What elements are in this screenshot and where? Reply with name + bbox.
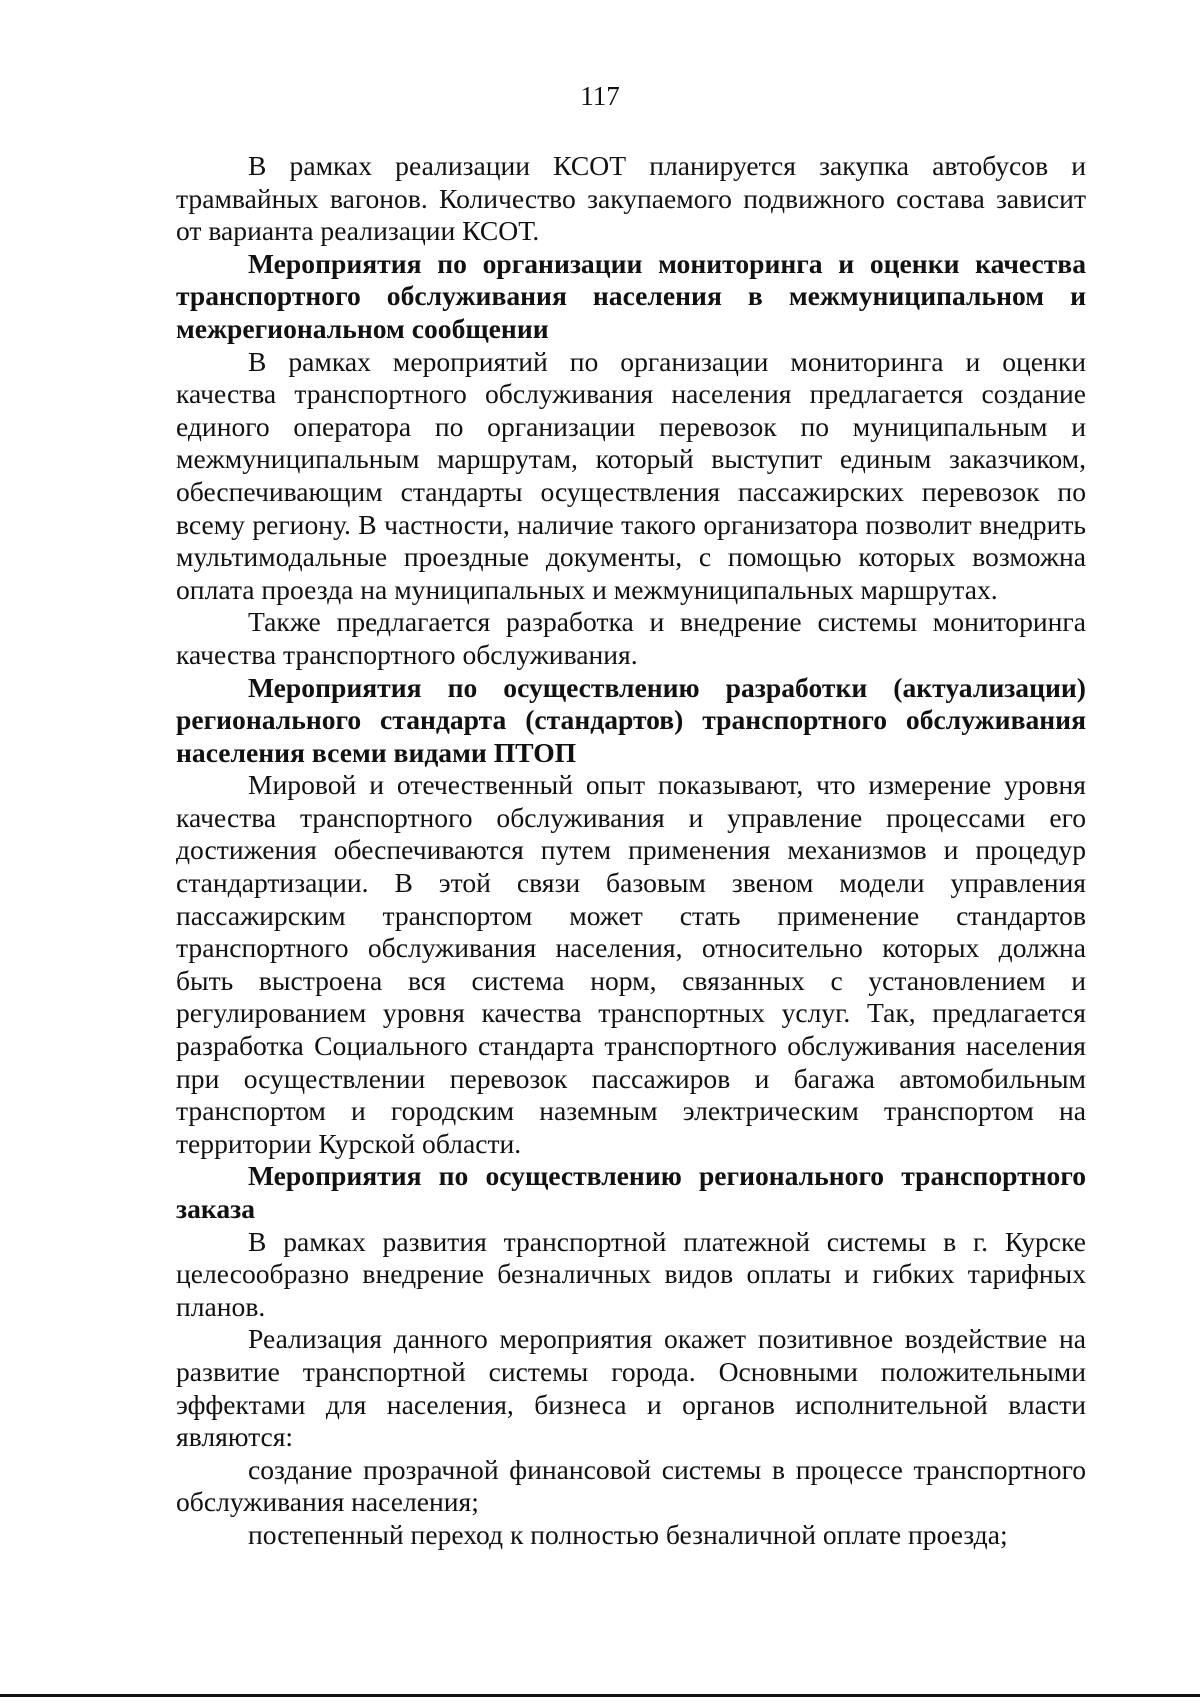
document-body xyxy=(176,150,1086,1552)
heading-regional-standard: Мероприятия по осуществлению разработки (актуализации) регионального стандарта (стандартов) транспортного обслуживания населения всеми видами ПТОП xyxy=(176,671,1086,768)
heading-regional-transport-order: Мероприятия по осуществлению регионального транспортного заказа xyxy=(176,1160,1086,1224)
scan-border-line xyxy=(0,1694,1200,1697)
paragraph-cashless-payment: В рамках развития транспортной платежной системы в г. Курске целесообразно внедрение безналичных видов оплаты и гибких тарифных планов. xyxy=(176,1225,1086,1322)
list-item-cashless-transition: постепенный переход к полностью безналичной оплате проезда; xyxy=(248,1518,1008,1550)
paragraph-monitoring-system: Также предлагается разработка и внедрение системы мониторинга качества транспортного обслуживания. xyxy=(176,606,1086,670)
paragraph-standardization: Мировой и отечественный опыт показывают, что измерение уровня качества транспортного обслуживания и управление процессами его достижения обеспечиваются путем применения механизмов и процедур стандартизации. В этой связи базовым звеном модели управления пассажирским транспортом может стать применение стандартов транспортного обслуживания населения, относительно которых должна быть выстроена вся система норм, связанных с установлением и регулированием уровня качества транспортных услуг. Так, предлагается разработка Социального стандарта транспортного обслуживания населения при осуществлении перевозок пассажиров и багажа автомобильным транспортом и городским наземным электрическим транспортом на территории Курской области. xyxy=(176,769,1086,1159)
list-item-transparent-finance: создание прозрачной финансовой системы в процессе транспортного обслуживания населения; xyxy=(176,1453,1086,1518)
paragraph-positive-effects: Реализация данного мероприятия окажет позитивное воздействие на развитие транспортной системы города. Основными положительными эффектами для населения, бизнеса и органов исполнительной власти являются: xyxy=(176,1323,1086,1453)
heading-monitoring-quality: Мероприятия по организации мониторинга и оценки качества транспортного обслуживания населения в межмуниципальном и межрегиональном сообщении xyxy=(176,247,1086,344)
paragraph-ksot-purchase: В рамках реализации КСОТ планируется закупка автобусов и трамвайных вагонов. Количество закупаемого подвижного состава зависит от варианта реализации КСОТ. xyxy=(176,150,1086,247)
page-number: 117 xyxy=(580,81,620,111)
paragraph-single-operator: В рамках мероприятий по организации мониторинга и оценки качества транспортного обслуживания населения предлагается создание единого оператора по организации перевозок по муниципальным и межмуниципальным маршрутам, который выступит единым заказчиком, обеспечивающим стандарты осуществления пассажирских перевозок по всему региону. В частности, наличие такого организатора позволит внедрить мультимодальные проездные документы, с помощью которых возможна оплата проезда на муниципальных и межмуниципальных маршрутах. xyxy=(176,345,1086,605)
